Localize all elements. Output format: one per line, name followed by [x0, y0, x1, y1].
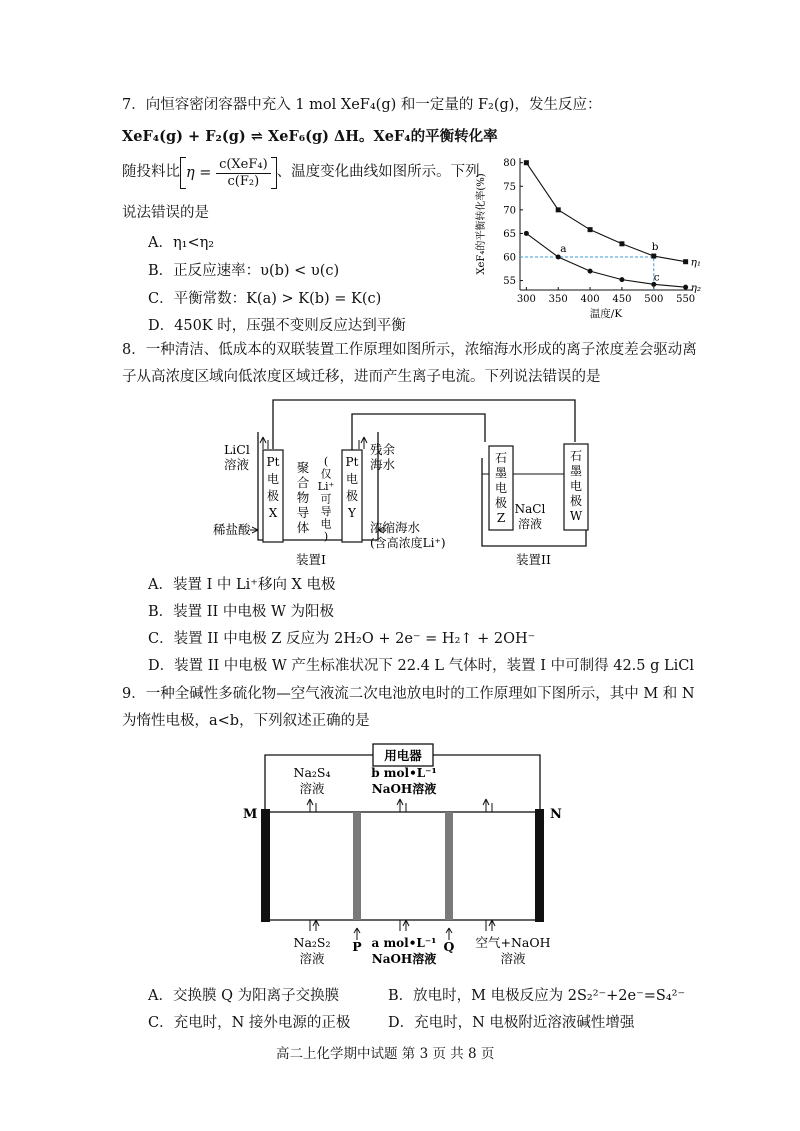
y-tick-label: 75 [503, 181, 516, 193]
q8-electrode-w-label [570, 449, 583, 523]
q9-label-na2s2-2: 溶液 [299, 951, 325, 966]
q8-label-licl-1: LiCl [224, 442, 250, 457]
q9-label-air-2: 溶液 [500, 951, 526, 966]
vertical-char: 仅 [320, 467, 332, 481]
vertical-char: 极 [266, 489, 280, 503]
q7-eta-label: η = [186, 165, 212, 181]
data-point [556, 207, 561, 212]
x-tick-label: 550 [676, 294, 696, 305]
vertical-char: Pt [345, 455, 359, 469]
q9-label-a-naoh-1: a mol•L⁻¹ [371, 936, 437, 950]
vertical-char: 电 [569, 479, 583, 493]
point-label: c [653, 271, 660, 284]
q8-label-device1: 装置I [296, 552, 326, 567]
q8-outlet-licl [260, 437, 268, 449]
q8-outlet-residue [359, 437, 367, 449]
vertical-char: Y [348, 506, 356, 520]
vertical-char: 墨 [569, 464, 583, 478]
vertical-char: 可 [320, 492, 332, 506]
reference-dashed-line [520, 257, 654, 290]
q7-stem-line4: 说法错误的是 [122, 205, 209, 221]
x-tick-label: 500 [644, 294, 664, 305]
vertical-char: 物 [296, 490, 310, 505]
vertical-char: 石 [494, 451, 508, 465]
q9-option-a[interactable]: A．交换膜 Q 为阳离子交换膜 [148, 988, 340, 1004]
q7-line3-post: 、温度变化曲线如图所示。下列 [276, 164, 480, 181]
q8-label-licl-2: 溶液 [224, 457, 250, 472]
vertical-char: 体 [296, 520, 310, 535]
q8-stem-line1: 8．一种清洁、低成本的双联装置工作原理如图所示，浓缩海水形成的离子浓度差会驱动离 [122, 342, 697, 358]
q8-stem-line2: 子从高浓度区域向低浓度区域迁移，进而产生离子电流。下列说法错误的是 [122, 369, 601, 385]
q8-option-d[interactable]: D．装置 II 中电极 W 产生标准状况下 22.4 L 气体时，装置 I 中可制得 42.5 g LiCl [148, 658, 694, 674]
q8-option-a[interactable]: A．装置 I 中 Li⁺移向 X 电极 [148, 577, 336, 593]
q9-label-air-1: 空气+NaOH [475, 935, 551, 950]
q8-label-device2: 装置II [516, 552, 551, 567]
q8-polymer-label [297, 460, 310, 535]
q9-label-b-naoh-1: b mol•L⁻¹ [371, 766, 437, 780]
q9-option-d[interactable]: D．充电时，N 电极附近溶液碱性增强 [388, 1015, 635, 1031]
x-tick-label: 300 [516, 294, 536, 305]
q9-outlet-mid [397, 799, 406, 812]
q9-stem-line2: 为惰性电极，a<b，下列叙述正确的是 [122, 713, 370, 729]
y-tick-label: 70 [503, 205, 516, 217]
q7-ratio-bracket [180, 157, 277, 189]
q7-stem-line3 [122, 152, 480, 194]
data-point [588, 227, 593, 232]
q7-reaction: XeF₄(g) + F₂(g) ⇌ XeF₆(g) ΔH。XeF₄的平衡转化率 [122, 128, 498, 145]
q7-frac-den: c(F₂) [227, 173, 260, 189]
y-tick-label: 60 [503, 252, 516, 264]
vertical-char: 极 [569, 494, 583, 508]
data-point [619, 277, 624, 282]
page-footer: 高二上化学期中试题 第 3 页 共 8 页 [276, 1046, 495, 1062]
q7-conversion-chart [470, 148, 700, 328]
data-point [588, 269, 593, 274]
vertical-char: 导 [296, 505, 310, 520]
q9-battery-diagram [230, 735, 590, 975]
q9-label-m: M [243, 807, 258, 822]
vertical-char: 合 [296, 475, 310, 490]
q9-outlet-right [483, 799, 492, 812]
vertical-char: ( [323, 455, 329, 468]
q9-label-q: Q [443, 939, 455, 954]
vertical-char: 极 [345, 489, 359, 503]
vertical-char: 电 [494, 481, 508, 495]
q8-option-b[interactable]: B．装置 II 中电极 W 为阳极 [148, 604, 334, 620]
y-tick-label: 55 [503, 276, 516, 288]
vertical-char: 石 [569, 449, 583, 463]
vertical-char: 极 [494, 496, 508, 510]
vertical-char: 导 [320, 505, 332, 518]
q9-inlet-mid [400, 920, 409, 931]
q7-option-c[interactable]: C．平衡常数：K(a) > K(b) = K(c) [148, 291, 382, 307]
q9-label-na2s4-2: 溶液 [299, 781, 325, 796]
data-point [651, 254, 656, 259]
q8-inlet-acid [250, 527, 258, 533]
q8-li-only-label [318, 455, 335, 543]
data-point [619, 241, 624, 246]
q8-label-conc-2: (含高浓度Li⁺) [370, 536, 446, 550]
point-label: a [560, 243, 567, 255]
q8-option-c[interactable]: C．装置 II 中电极 Z 反应为 2H₂O + 2e⁻ = H₂↑ + 2OH⁻ [148, 631, 536, 647]
q8-label-nacl-1: NaCl [514, 502, 546, 516]
vertical-char: 电 [266, 472, 280, 486]
q8-label-residue-1: 残余 [370, 442, 396, 457]
data-point [683, 285, 688, 290]
q7-fraction [216, 157, 271, 189]
q9-label-na2s2-1: Na₂S₂ [293, 935, 331, 950]
vertical-char: Pt [266, 455, 280, 469]
vertical-char: W [569, 509, 583, 523]
data-point [556, 255, 561, 260]
q8-label-acid: 稀盐酸 [213, 522, 251, 537]
series-label: η₁ [690, 256, 702, 269]
x-tick-label: 350 [548, 294, 568, 305]
q7-option-b[interactable]: B．正反应速率：υ(b) < υ(c) [148, 263, 340, 279]
q9-membrane-p [353, 812, 361, 920]
q7-option-a[interactable]: A．η₁<η₂ [148, 235, 215, 251]
vertical-char: 墨 [494, 466, 508, 480]
q9-stem-line1: 9．一种全碱性多硫化物—空气液流二次电池放电时的工作原理如下图所示，其中 M 和 N [122, 686, 695, 702]
vertical-char: 电 [345, 472, 359, 486]
q9-option-b[interactable]: B．放电时，M 电极反应为 2S₂²⁻+2e⁻=S₄²⁻ [388, 988, 686, 1004]
q7-stem-line1: 7．向恒容密闭容器中充入 1 mol XeF₄(g) 和一定量的 F₂(g)，发生反应： [122, 97, 602, 113]
q9-cell-body [265, 812, 540, 920]
q9-label-a-naoh-2: NaOH溶液 [371, 952, 437, 966]
q9-outlet-left [307, 799, 316, 812]
data-point [524, 231, 529, 236]
q9-device-label: 用电器 [384, 748, 422, 763]
series-line [526, 163, 685, 262]
q9-label-p: P [352, 939, 362, 954]
q9-electrode-n [535, 809, 544, 922]
q9-label-n: N [550, 807, 562, 822]
x-tick-label: 450 [612, 294, 632, 305]
series-line [526, 233, 685, 287]
q8-device-diagram [210, 392, 610, 572]
vertical-char: Z [496, 511, 506, 525]
q9-inlet-left [310, 920, 319, 931]
vertical-char: ) [323, 530, 329, 543]
q9-electrode-m [261, 809, 270, 922]
vertical-char: X [268, 506, 278, 520]
data-point [683, 259, 688, 264]
q7-frac-num: c(XeF₄) [216, 157, 271, 174]
data-point [524, 160, 529, 165]
q8-external-wire [273, 400, 575, 449]
y-tick-label: 65 [503, 228, 516, 240]
point-label: b [651, 241, 659, 254]
q9-label-na2s4-1: Na₂S₄ [293, 765, 331, 780]
q8-label-conc-1: 浓缩海水 [370, 520, 421, 535]
q8-label-nacl-2: 溶液 [517, 517, 543, 531]
vertical-char: Li⁺ [317, 480, 335, 493]
y-axis-label: XeF₄的平衡转化率(%) [476, 173, 487, 275]
series-label: η₂ [690, 282, 702, 295]
vertical-char: 聚 [296, 460, 310, 475]
y-tick-label: 80 [503, 158, 516, 170]
q9-label-b-naoh-2: NaOH溶液 [371, 782, 437, 796]
q7-line3-pre: 随投料比 [122, 164, 180, 181]
q8-label-residue-2: 海水 [370, 457, 396, 472]
q9-membrane-q [445, 812, 453, 920]
vertical-char: 电 [320, 517, 332, 531]
q9-option-c[interactable]: C．充电时，N 接外电源的正极 [148, 1015, 351, 1031]
x-tick-label: 400 [580, 294, 600, 305]
q9-inlet-right [486, 920, 495, 931]
q7-option-d[interactable]: D．450K 时，压强不变则反应达到平衡 [148, 318, 406, 334]
x-axis-label: 温度/K [589, 308, 623, 320]
